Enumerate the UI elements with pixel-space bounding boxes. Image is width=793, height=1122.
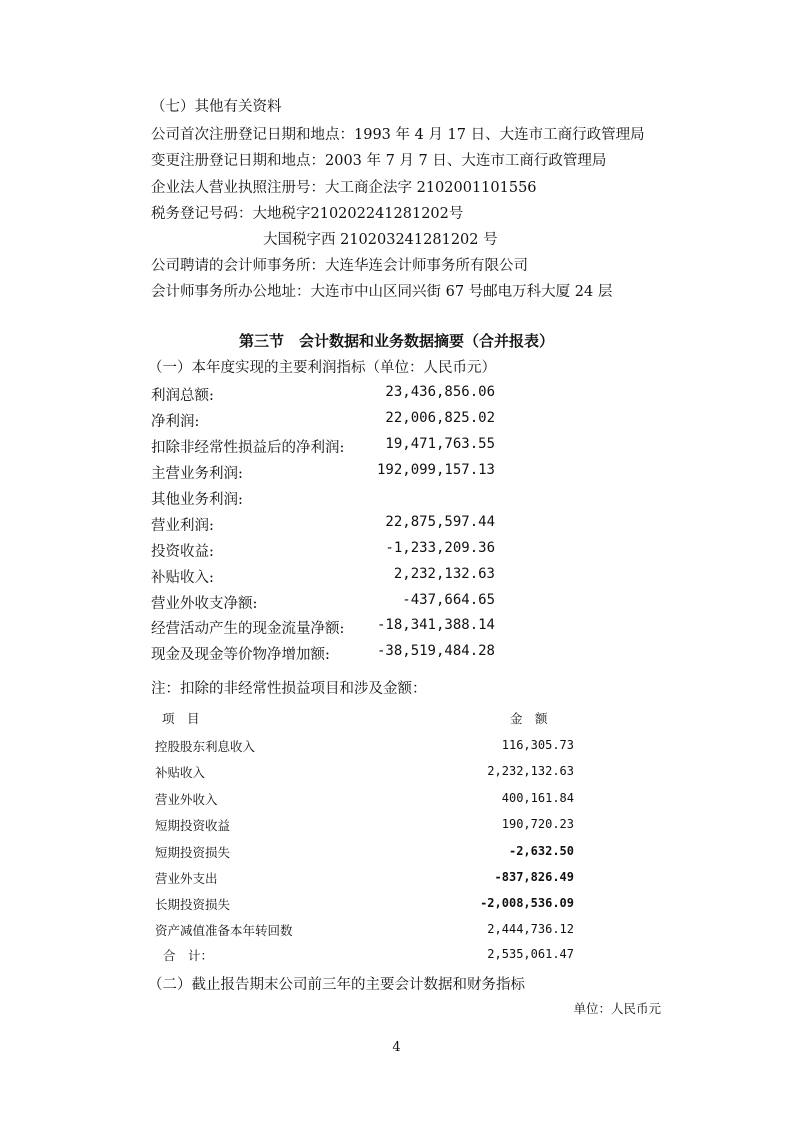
section-heading: 第三节 会计数据和业务数据摘要（合并报表） [238, 332, 554, 350]
profit-label: 其他业务利润: [151, 492, 243, 508]
unit-label: 单位：人民币元 [573, 1001, 661, 1016]
profit-value: -1,233,209.36 [385, 540, 495, 556]
table-row-amount: -837,826.49 [494, 870, 574, 884]
profit-value: 22,875,597.44 [385, 514, 495, 530]
note-title: 注：扣除的非经常性损益项目和涉及金额： [151, 681, 427, 697]
profit-label: 经营活动产生的现金流量净额: [151, 621, 345, 637]
table-row-item: 补贴收入 [155, 765, 206, 780]
info-line-first-registration: 公司首次注册登记日期和地点：1993 年 4 月 17 日、大连市工商行政管理局 [151, 127, 645, 143]
info-line-change-registration: 变更注册登记日期和地点：2003 年 7 月 7 日、大连市工商行政管理局 [151, 153, 607, 169]
section-title-other-info: （七）其他有关资料 [151, 99, 282, 115]
table-row-item: 控股股东利息收入 [155, 739, 256, 754]
profit-value: 192,099,157.13 [376, 462, 495, 478]
info-line-tax-national: 大国税字西 210203241281202 号 [263, 232, 498, 248]
table-row-item: 长期投资损失 [155, 897, 231, 912]
table-row-item: 短期投资损失 [155, 845, 231, 860]
profit-value: 23,436,856.06 [385, 384, 495, 400]
profit-label: 主营业务利润: [151, 466, 243, 482]
table-total-label: 合 计： [163, 948, 214, 963]
table-row-item: 营业外支出 [155, 871, 218, 886]
profit-value: 19,471,763.55 [385, 436, 495, 452]
page-number: 4 [392, 1040, 401, 1055]
subsection-title-profit: （一）本年度实现的主要利润指标（单位：人民币元） [148, 360, 496, 376]
profit-label: 净利润: [151, 414, 200, 430]
table-row-item: 短期投资收益 [155, 818, 231, 833]
profit-label: 营业利润: [151, 518, 214, 534]
info-line-tax-local: 税务登记号码：大地税字210202241281202号 [151, 206, 464, 222]
profit-value: 22,006,825.02 [385, 410, 495, 426]
profit-label: 补贴收入: [151, 570, 214, 586]
table-header-item: 项 目 [162, 711, 200, 726]
info-line-accounting-firm: 公司聘请的会计师事务所：大连华连会计师事务所有限公司 [151, 258, 528, 274]
table-row-amount: 116,305.73 [501, 738, 574, 752]
profit-label: 扣除非经常性损益后的净利润: [151, 440, 345, 456]
profit-label: 营业外收支净额: [151, 596, 258, 612]
profit-value: -38,519,484.28 [376, 643, 495, 659]
table-row-item: 资产减值准备本年转回数 [155, 923, 293, 938]
profit-label: 投资收益: [151, 544, 214, 560]
table-row-amount: 190,720.23 [501, 817, 574, 831]
table-row-amount: -2,008,536.09 [480, 896, 574, 910]
profit-label: 现金及现金等价物净增加额: [151, 647, 330, 663]
table-row-amount: 2,444,736.12 [487, 922, 574, 936]
subsection-title-three-year: （二）截止报告期末公司前三年的主要会计数据和财务指标 [148, 977, 525, 993]
table-row-amount: 400,161.84 [501, 791, 574, 805]
table-row-amount: 2,232,132.63 [487, 764, 574, 778]
info-line-license-number: 企业法人营业执照注册号：大工商企法字 2102001101556 [151, 180, 537, 196]
info-line-firm-address: 会计师事务所办公地址：大连市中山区同兴街 67 号邮电万科大厦 24 层 [151, 284, 613, 300]
profit-value: -437,664.65 [402, 592, 495, 608]
profit-value: -18,341,388.14 [376, 617, 495, 633]
table-row-amount: -2,632.50 [508, 844, 574, 858]
table-header-amount: 金 额 [510, 711, 548, 726]
table-total-amount: 2,535,061.47 [487, 947, 574, 961]
table-row-item: 营业外收入 [155, 792, 218, 807]
profit-label: 利润总额: [151, 388, 214, 404]
profit-value: 2,232,132.63 [393, 566, 495, 582]
